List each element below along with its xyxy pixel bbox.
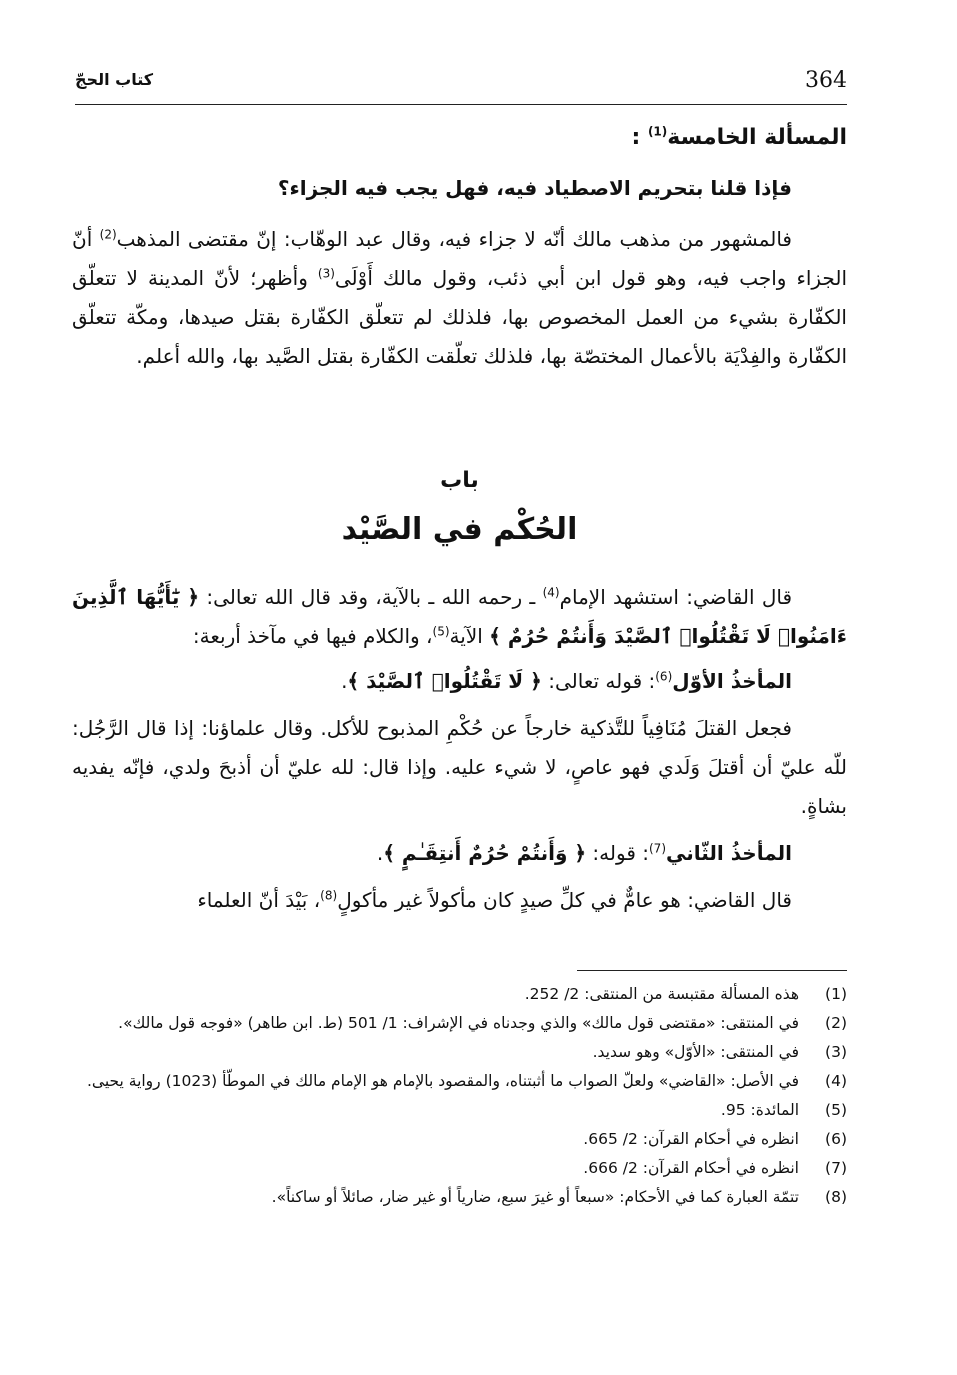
issue-five-heading [72,118,847,157]
footnote-number: (3) [825,1043,847,1061]
second-source-rest: : قوله: [586,841,649,865]
book-title: كتاب الحجّ [75,70,154,89]
quran-verse-3: ﴿ وَأَنتُمْ حُرُمٌ أَنتِقَـٰمٍ ﴾ [383,841,587,865]
footnote-ref-3: (3) [317,266,335,281]
footnote-number: (2) [825,1014,847,1032]
second-source-line [72,834,847,873]
footnote-number: (5) [825,1101,847,1119]
qadi-text-a: قال القاضي: استشهد الإمام [559,585,792,609]
quran-verse-1: ﴿ يَٰٓأَيُّهَا ٱلَّذِينَ ءَامَنُوا۟ لَا تَقْتُلُوا۟ ٱلصَّيْدَ وَأَنتُمْ حُرُمٌ ﴾ [72,585,847,648]
footnote-number: (1) [825,985,847,1003]
footnote-ref-2: (2) [99,227,117,242]
footnote-ref-7: (7) [648,841,666,856]
footnote-item [72,1183,847,1212]
footnote-item [72,1125,847,1154]
footnote-rule [577,970,847,971]
footnote-text: في المنتقى: «الأوّل» وهو سديد. [592,1043,799,1061]
first-source-label: المأخذُ الأوّل [672,669,792,693]
footnote-text: انظره في أحكام القرآن: 2/ 666. [583,1159,799,1177]
second-source-end: . [376,841,384,865]
footnote-number: (6) [825,1130,847,1148]
qadi-text-b: ـ رحمه الله ـ بالآية، وقد قال الله تعالى: [206,585,543,609]
sacrifice-paragraph: فجعل القتلَ مُنَافِياً للتَّذكية خارجاً عن حُكْمِ المذبوح للأكل. وقال علماؤنا: إذا قال الرَّجُل: للّه عليّ أن أقتلَ وَلَدي فهو عاصٍ، لا شيء عليه. وإذا قال: لله عليّ أن أذبحَ ولدي، فإنّه يفديه بشاةٍ. [72,716,847,818]
madhab-text-a: فالمشهور من مذهب مالك أنّه لا جزاء فيه، وقال عبد الوهّاب: إنّ مقتضى المذهب [116,227,792,251]
footnote-text: في الأصل: «القاضي» ولعلّ الصواب ما أثبتناه، والمقصود بالإمام هو الإمام مالك في الموطّأ (1023) رواية يحيى. [86,1072,799,1090]
general-ruling-text-a: قال القاضي: هو عامٌّ في كلِّ صيدٍ كان مأكولاً غير مأكولٍ [337,888,792,912]
qadi-text-c: الآية [449,624,490,648]
second-source-label: المأخذُ الثّاني [666,841,792,865]
footnote-item [72,1009,847,1038]
issue-five-heading-text: المسألة الخامسة [667,125,847,150]
footnote-ref-5: (5) [432,624,450,639]
madhab-text-c: وأظهر؛ لأنّ المدينة لا تتعلّق الكفّارة بشيء من العمل المخصوص بها، فلذلك لم تتعلّق الكفّارة بقتل صيدها، ومكّة تتعلّق الكفّارة والفِدْيَة بالأعمال المختصّة بها، فلذلك تعلّقت الكفّارة بقتل الصَّيد بها، والله أعلم. [72,266,847,368]
madhab-paragraph [72,220,847,376]
footnote-item [72,980,847,1009]
footnote-ref-6: (6) [655,669,673,684]
footnote-text: هذه المسألة مقتبسة من المنتقى: 2/ 252. [524,985,799,1003]
issue-five-section [72,118,847,376]
footnote-item [72,1067,847,1096]
page-number: 364 [805,68,847,93]
chapter-label: باب [440,468,479,493]
footnote-item [72,1096,847,1125]
footnote-ref-8: (8) [320,888,338,903]
footnote-text: المائدة: 95. [720,1101,799,1119]
header-rule [75,104,847,105]
qadi-paragraph [72,578,847,656]
footnote-item [72,1154,847,1183]
footnote-text: تتمّة العبارة كما في الأحكام: «سبعاً أو غيرَ سبع، ضارياً أو غير ضار، صائلاً أو ساكناً». [271,1188,799,1206]
general-ruling-line [72,881,847,920]
first-source-rest: : قوله تعالى: [541,669,656,693]
footnote-number: (7) [825,1159,847,1177]
running-header [75,62,847,102]
question-line: فإذا قلنا بتحريم الاصطياد فيه، فهل يجب فيه الجزاء؟ [277,176,792,200]
hunting-section [72,578,847,920]
quran-verse-2: ﴿ لَا تَقْتُلُوا۟ ٱلصَّيْدَ ﴾ [347,669,542,693]
footnote-ref-1: (1) [647,124,668,139]
first-source-end: . [341,669,348,693]
footnote-text: في المنتقى: «مقتضى قول مالك» والذي وجدناه في الإشراف: 1/ 501 (ط. ابن طاهر) «فوجه قول مالك». [118,1014,799,1032]
footnote-number: (8) [825,1188,847,1206]
footnote-ref-4: (4) [542,585,560,600]
heading-colon: : [631,125,641,150]
footnote-item [72,1038,847,1067]
madhab-text-b: أنّ الجزاء واجب فيه، وهو قول ابن أبي ذئب، وقول مالك أَوْلَى [72,227,847,290]
footnote-number: (4) [825,1072,847,1090]
footnotes [72,980,847,1212]
general-ruling-text-b: ، بَيْدَ أنّ العلماء [197,888,321,912]
first-source-line [72,662,847,701]
footnote-text: انظره في أحكام القرآن: 2/ 665. [583,1130,799,1148]
chapter-title: الحُكْم في الصَّيْد [341,512,578,547]
qadi-text-d: ، والكلام فيها في مآخذ أربعة: [192,624,433,648]
